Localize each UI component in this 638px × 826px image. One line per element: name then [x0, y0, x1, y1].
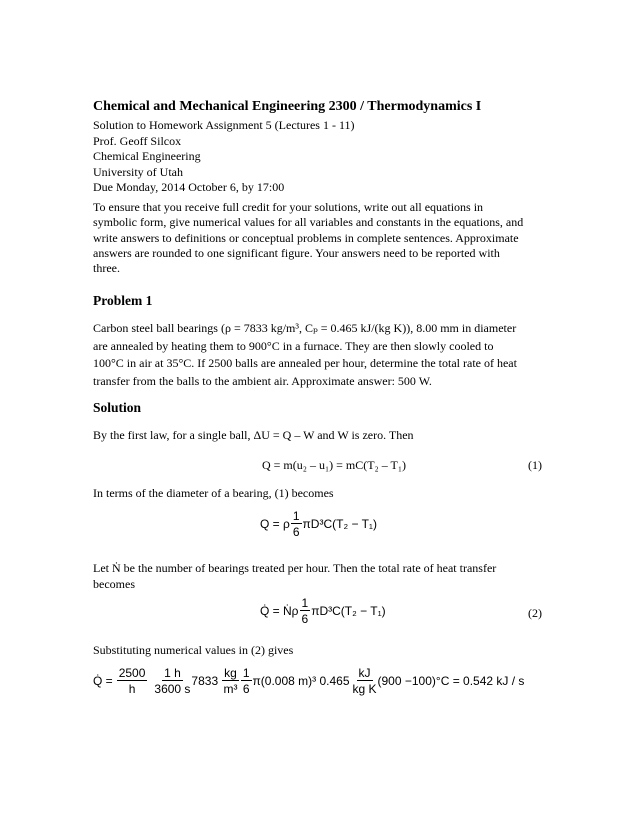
density-value: 7833: [191, 674, 219, 688]
specific-heat-unit-fraction: [353, 667, 377, 695]
substitution-text: Substituting numerical values in (2) gives: [93, 643, 294, 657]
numerical-equation-lhs: Q̇ =: [93, 674, 113, 688]
balls-per-hour-fraction: [117, 667, 148, 695]
let-n-line: Let Ṅ be the number of bearings treated per hour. Then the total rate of heat transfer: [93, 561, 497, 575]
volume-term: π(0.008 m)³ 0.465: [252, 674, 350, 688]
problem-line: 100°C in air at 35°C. If 2500 balls are annealed per hour, determine the total rate of heat: [93, 356, 517, 370]
fraction-numerator: kg: [224, 666, 237, 680]
fraction-denominator: m³: [223, 682, 238, 696]
fraction-numerator: 1: [301, 596, 309, 610]
equation-2: [260, 597, 386, 625]
instructions-line: To ensure that you receive full credit for your solutions, write out all equations in: [93, 200, 484, 214]
one-sixth-fraction: [241, 667, 252, 695]
document-title: Chemical and Mechanical Engineering 2300 / Thermodynamics I: [93, 99, 482, 114]
heat-equation: [260, 510, 377, 538]
fraction-denominator: h: [128, 682, 136, 696]
fraction-numerator: 2500: [118, 666, 146, 680]
equation-2-lhs: Q̇ = Ṅρ: [260, 604, 299, 618]
fraction-denominator: 6: [292, 525, 300, 539]
heat-equation-rhs: πD³C(T₂ − T₁): [302, 517, 377, 531]
department-line: Chemical Engineering: [93, 149, 201, 163]
result-term: (900 −100)°C = 0.542 kJ / s: [377, 674, 525, 688]
instructions-line: write answers to definitions or conceptual problems in complete sentences. Approximate: [93, 230, 519, 245]
first-law-text: By the first law, for a single ball, ΔU = Q – W and W is zero. Then: [93, 428, 414, 442]
fraction-numerator: 1: [242, 666, 250, 680]
university-line: University of Utah: [93, 164, 183, 179]
fraction-denominator: kg K: [352, 682, 377, 696]
hour-seconds-fraction: [154, 667, 190, 695]
problem-statement: [93, 320, 545, 390]
let-n-line: becomes: [93, 577, 135, 591]
problem-heading: Problem 1: [93, 293, 153, 308]
fraction-numerator: kJ: [358, 666, 371, 680]
instructions-line: three.: [93, 261, 120, 276]
problem-line: transfer from the balls to the ambient air. Approximate answer: 500 W.: [93, 373, 432, 388]
fraction-numerator: 1 h: [164, 666, 181, 680]
due-date-line: Due Monday, 2014 October 6, by 17:00: [93, 180, 285, 194]
numerical-equation: [93, 667, 524, 695]
instructions-line: answers are rounded to one significant figure. Your answers need to be reported with: [93, 245, 500, 260]
instructions-line: symbolic form, give numerical values for all variables and constants in the equations, and: [93, 215, 524, 230]
one-sixth-fraction: [291, 510, 302, 538]
professor-line: Prof. Geoff Silcox: [93, 133, 182, 148]
heat-equation-lhs: Q = ρ: [260, 517, 290, 531]
problem-line: are annealed by heating them to 900°C in a furnace. They are then slowly cooled to: [93, 338, 494, 353]
fraction-denominator: 6: [242, 682, 250, 696]
solution-heading: Solution: [93, 400, 142, 415]
let-n-text: [93, 560, 545, 592]
instructions-paragraph: [93, 200, 545, 276]
diameter-text: In terms of the diameter of a bearing, (1) becomes: [93, 486, 334, 500]
assignment-line: Solution to Homework Assignment 5 (Lectures 1 - 11): [93, 118, 355, 132]
problem-line: Carbon steel ball bearings (ρ = 7833 kg/m³, Cₚ = 0.465 kJ/(kg K)), 8.00 mm in diameter: [93, 321, 517, 335]
equation-1: Q = m(u₂ – u₁) = mC(T₂ – T₁): [262, 458, 407, 472]
equation-2-number: (2): [528, 606, 542, 620]
document-header-info: [93, 118, 355, 196]
fraction-numerator: 1: [292, 509, 300, 523]
density-unit-fraction: [222, 667, 239, 695]
fraction-denominator: 6: [301, 612, 309, 626]
fraction-denominator: 3600 s: [154, 682, 191, 696]
one-sixth-fraction: [300, 597, 311, 625]
equation-2-rhs: πD³C(T₂ − T₁): [311, 604, 386, 618]
equation-1-number: (1): [528, 458, 542, 472]
